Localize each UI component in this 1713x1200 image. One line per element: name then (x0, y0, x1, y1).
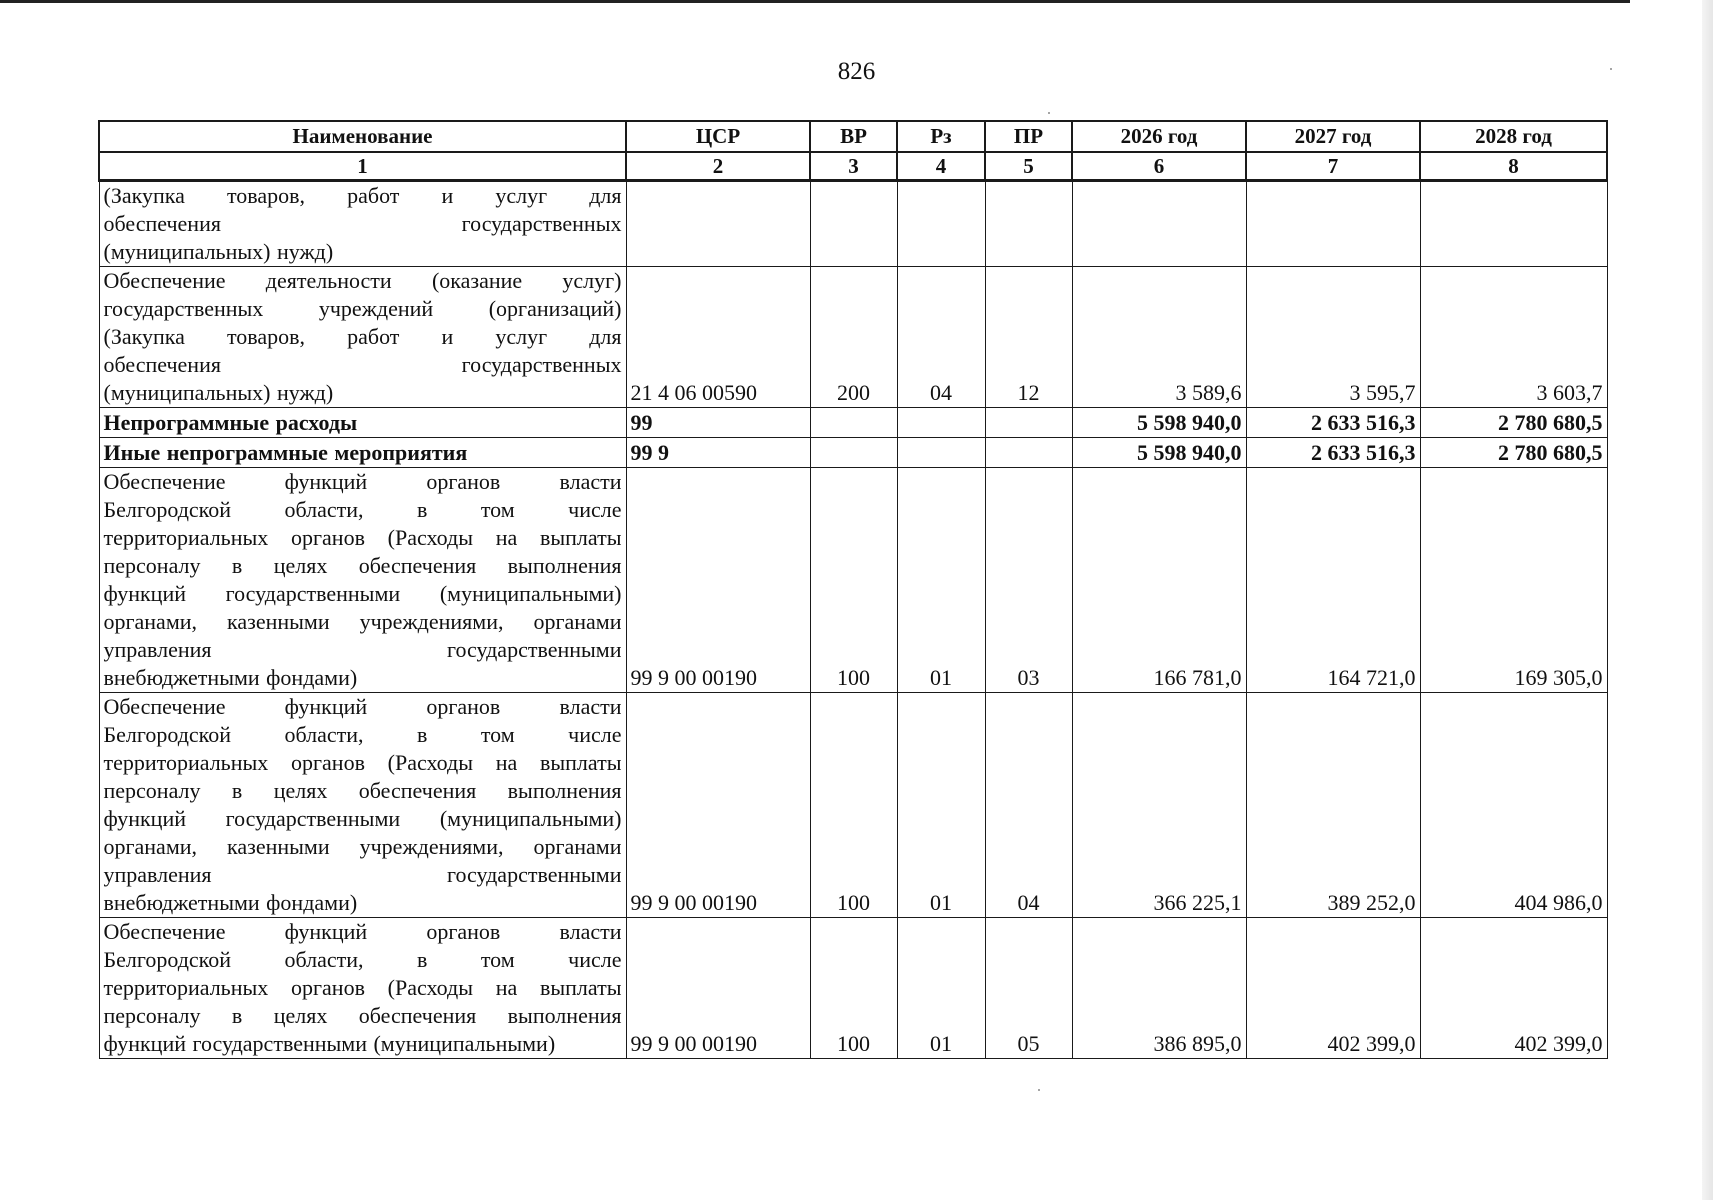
col-header-2028: 2028 год (1420, 121, 1607, 152)
col-number: 8 (1420, 152, 1607, 181)
top-edge-rule (0, 0, 1630, 3)
rz-cell (897, 408, 985, 438)
amount-2028-cell (1420, 181, 1607, 267)
amount-2028-cell: 404 986,0 (1420, 693, 1607, 918)
row-name-line: территориальных органов (Расходы на выплаты (103, 975, 622, 1000)
row-name-cell (99, 438, 626, 468)
table-row (99, 181, 1607, 267)
vr-cell: 100 (810, 693, 897, 918)
row-name-line: управления государственными (103, 862, 622, 887)
table-row-total (99, 438, 1607, 468)
col-number: 5 (985, 152, 1072, 181)
pr-cell (985, 181, 1072, 267)
row-name-line: территориальных органов (Расходы на выплаты (103, 525, 622, 550)
row-name-line: территориальных органов (Расходы на выплаты (103, 750, 622, 775)
amount-2028-cell: 3 603,7 (1420, 267, 1607, 408)
table-row (99, 693, 1607, 918)
csr-cell: 99 (626, 408, 810, 438)
scan-speck (1038, 1089, 1040, 1091)
row-name-line: государственных учреждений (организаций) (103, 296, 622, 321)
amount-2028-cell: 2 780 680,5 (1420, 408, 1607, 438)
row-name-cell (99, 181, 626, 267)
table-row-total (99, 408, 1607, 438)
row-name-line: Белгородской области, в том числе (103, 722, 622, 747)
amount-2027-cell (1246, 181, 1420, 267)
table-body (99, 181, 1607, 1059)
amount-2026-cell: 166 781,0 (1072, 468, 1246, 693)
csr-cell: 99 9 00 00190 (626, 918, 810, 1059)
row-name-line: Иные непрограммные мероприятия (103, 439, 468, 465)
row-name-line: Обеспечение функций органов власти (103, 919, 622, 944)
amount-2026-cell: 3 589,6 (1072, 267, 1246, 408)
row-name-line: (Закупка товаров, работ и услуг для (103, 324, 622, 349)
rz-cell: 01 (897, 468, 985, 693)
row-name-line: функций государственными (муниципальными) (103, 581, 622, 606)
row-name-cell (99, 468, 626, 693)
table-row (99, 918, 1607, 1059)
row-name-cell (99, 693, 626, 918)
vr-cell: 100 (810, 468, 897, 693)
amount-2027-cell: 389 252,0 (1246, 693, 1420, 918)
row-name-line: обеспечения государственных (103, 352, 622, 377)
row-name-line: функций государственными (муниципальными) (103, 806, 622, 831)
pr-cell: 03 (985, 468, 1072, 693)
row-name-line: органами, казенными учреждениями, органами (103, 834, 622, 859)
row-name-line: Белгородской области, в том числе (103, 947, 622, 972)
rz-cell: 01 (897, 918, 985, 1059)
amount-2027-cell: 402 399,0 (1246, 918, 1420, 1059)
csr-cell: 21 4 06 00590 (626, 267, 810, 408)
amount-2026-cell: 386 895,0 (1072, 918, 1246, 1059)
col-header-vr: ВР (810, 121, 897, 152)
table-row (99, 267, 1607, 408)
csr-cell: 99 9 00 00190 (626, 693, 810, 918)
amount-2026-cell: 5 598 940,0 (1072, 408, 1246, 438)
col-number: 3 (810, 152, 897, 181)
col-header-2026: 2026 год (1072, 121, 1246, 152)
row-name-line: органами, казенными учреждениями, органами (103, 609, 622, 634)
col-header-csr: ЦСР (626, 121, 810, 152)
amount-2027-cell: 2 633 516,3 (1246, 438, 1420, 468)
amount-2027-cell: 3 595,7 (1246, 267, 1420, 408)
row-name-line: персоналу в целях обеспечения выполнения (103, 553, 622, 578)
row-name-line: Обеспечение функций органов власти (103, 469, 622, 494)
row-name-line: Обеспечение деятельности (оказание услуг) (103, 268, 622, 293)
col-number: 2 (626, 152, 810, 181)
amount-2028-cell: 2 780 680,5 (1420, 438, 1607, 468)
col-header-pr: ПР (985, 121, 1072, 152)
page-edge-shadow (1702, 0, 1713, 1200)
row-name-cell (99, 918, 626, 1059)
amount-2026-cell: 366 225,1 (1072, 693, 1246, 918)
amount-2027-cell: 2 633 516,3 (1246, 408, 1420, 438)
pr-cell: 04 (985, 693, 1072, 918)
pr-cell: 05 (985, 918, 1072, 1059)
rz-cell: 01 (897, 693, 985, 918)
col-header-rz: Рз (897, 121, 985, 152)
csr-cell: 99 9 00 00190 (626, 468, 810, 693)
row-name-line: функций государственными (муниципальными) (103, 1031, 556, 1056)
col-header-name: Наименование (99, 121, 626, 152)
row-name-line: Обеспечение функций органов власти (103, 694, 622, 719)
pr-cell: 12 (985, 267, 1072, 408)
vr-cell: 200 (810, 267, 897, 408)
row-name-line: (муниципальных) нужд) (103, 380, 334, 405)
pr-cell (985, 408, 1072, 438)
col-number: 1 (99, 152, 626, 181)
row-name-line: персоналу в целях обеспечения выполнения (103, 1003, 622, 1028)
vr-cell (810, 408, 897, 438)
amount-2026-cell (1072, 181, 1246, 267)
budget-table (98, 120, 1608, 1059)
pr-cell (985, 438, 1072, 468)
col-header-2027: 2027 год (1246, 121, 1420, 152)
amount-2028-cell: 169 305,0 (1420, 468, 1607, 693)
vr-cell (810, 181, 897, 267)
scan-speck (1048, 112, 1050, 114)
rz-cell: 04 (897, 267, 985, 408)
row-name-cell (99, 267, 626, 408)
col-number: 6 (1072, 152, 1246, 181)
scan-speck (1610, 68, 1612, 70)
row-name-line: управления государственными (103, 637, 622, 662)
vr-cell: 100 (810, 918, 897, 1059)
column-number-row (99, 152, 1607, 181)
row-name-line: Непрограммные расходы (103, 409, 358, 435)
rz-cell (897, 181, 985, 267)
amount-2027-cell: 164 721,0 (1246, 468, 1420, 693)
vr-cell (810, 438, 897, 468)
amount-2028-cell: 402 399,0 (1420, 918, 1607, 1059)
col-number: 4 (897, 152, 985, 181)
row-name-line: (муниципальных) нужд) (103, 239, 334, 264)
row-name-line: (Закупка товаров, работ и услуг для (103, 183, 622, 208)
table-row (99, 468, 1607, 693)
row-name-line: Белгородской области, в том числе (103, 497, 622, 522)
row-name-line: персоналу в целях обеспечения выполнения (103, 778, 622, 803)
csr-cell (626, 181, 810, 267)
header-row (99, 121, 1607, 152)
row-name-line: внебюджетными фондами) (103, 665, 358, 690)
csr-cell: 99 9 (626, 438, 810, 468)
row-name-line: обеспечения государственных (103, 211, 622, 236)
row-name-line: внебюджетными фондами) (103, 890, 358, 915)
rz-cell (897, 438, 985, 468)
page-number: 826 (837, 58, 876, 85)
amount-2026-cell: 5 598 940,0 (1072, 438, 1246, 468)
col-number: 7 (1246, 152, 1420, 181)
row-name-cell (99, 408, 626, 438)
